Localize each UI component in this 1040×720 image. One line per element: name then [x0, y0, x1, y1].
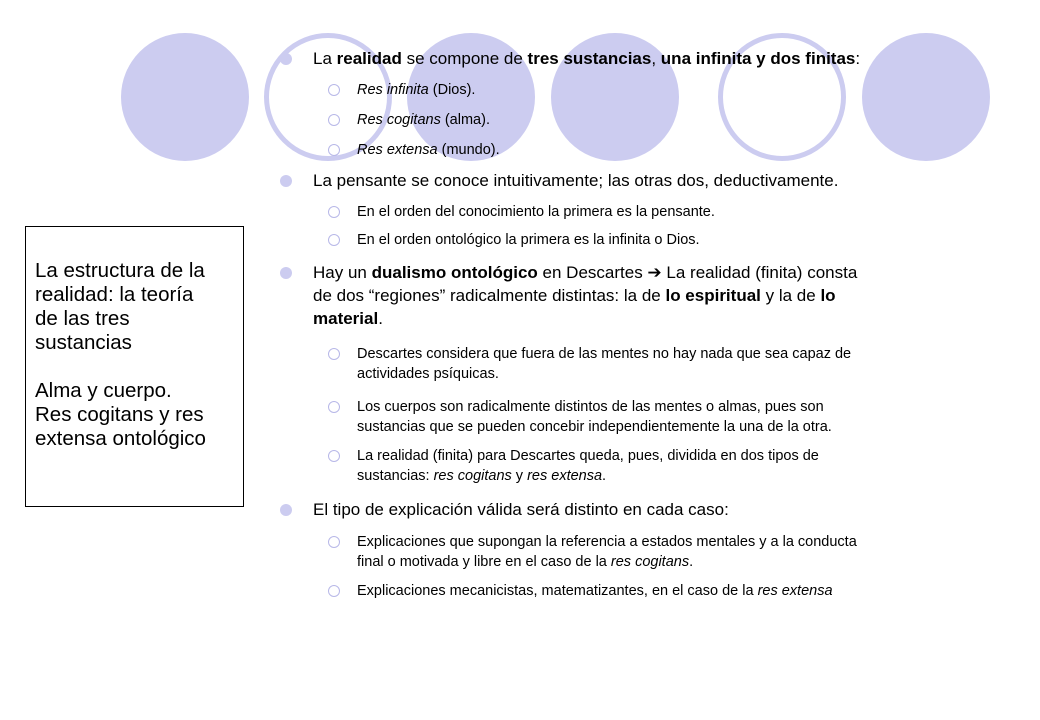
arrow-right-icon: ➔: [647, 263, 662, 282]
subbullet-cuerpos: Los cuerpos son radicalmente distintos de las mentes o almas, pues son sustancias que se pueden concebir independientemente la una de la otra.: [357, 397, 1007, 437]
subbullet-explicaciones-mentales: Explicaciones que supongan la referencia a estados mentales y a la conducta final o motivada y libre en el caso de la res cogitans.: [357, 532, 1007, 572]
bullet-realidad: La realidad se compone de tres sustancias, una infinita y dos finitas:: [313, 47, 1013, 70]
bullet-ring-icon: [328, 585, 340, 597]
bullet-ring-icon: [328, 450, 340, 462]
bullet-ring-icon: [328, 84, 340, 96]
subbullet-explicaciones-mecanicistas: Explicaciones mecanicistas, matematizantes, en el caso de la res extensa: [357, 581, 1007, 601]
bullet-ring-icon: [328, 348, 340, 360]
subbullet-mentes: Descartes considera que fuera de las mentes no hay nada que sea capaz de actividades psíquicas.: [357, 344, 1007, 384]
subbullet-res-extensa: Res extensa (mundo).: [357, 140, 1007, 160]
bullet-dot-icon: [280, 267, 292, 279]
bullet-ring-icon: [328, 144, 340, 156]
bullet-dualismo: Hay un dualismo ontológico en Descartes ➔ La realidad (finita) consta de dos “regiones” radicalmente distintas: la de lo espiritual y la de lo material.: [313, 261, 1013, 330]
subtitle-line: Alma y cuerpo.: [35, 379, 172, 402]
subbullet-orden-conocimiento: En el orden del conocimiento la primera es la pensante.: [357, 202, 1007, 222]
bullet-ring-icon: [328, 114, 340, 126]
subbullet-res-cogitans: Res cogitans (alma).: [357, 110, 1007, 130]
subbullet-orden-ontologico: En el orden ontológico la primera es la infinita o Dios.: [357, 230, 1007, 250]
subtitle-line: Res cogitans y res: [35, 403, 204, 426]
bullet-ring-icon: [328, 206, 340, 218]
title-line: sustancias: [35, 331, 132, 354]
title-line: de las tres: [35, 307, 130, 330]
subbullet-realidad-dividida: La realidad (finita) para Descartes queda, pues, dividida en dos tipos de sustancias: res cogitans y res extensa.: [357, 446, 1007, 486]
title-line: realidad: la teoría: [35, 283, 194, 306]
bullet-pensante: La pensante se conoce intuitivamente; las otras dos, deductivamente.: [313, 169, 1013, 192]
bullet-explicacion: El tipo de explicación válida será distinto en cada caso:: [313, 498, 1013, 521]
bullet-dot-icon: [280, 53, 292, 65]
bullet-dot-icon: [280, 504, 292, 516]
title-line: La estructura de la: [35, 259, 205, 282]
bullet-ring-icon: [328, 234, 340, 246]
bullet-ring-icon: [328, 401, 340, 413]
bullet-ring-icon: [328, 536, 340, 548]
subbullet-res-infinita: Res infinita (Dios).: [357, 80, 1007, 100]
bullet-dot-icon: [280, 175, 292, 187]
subtitle-line: extensa ontológico: [35, 427, 206, 450]
